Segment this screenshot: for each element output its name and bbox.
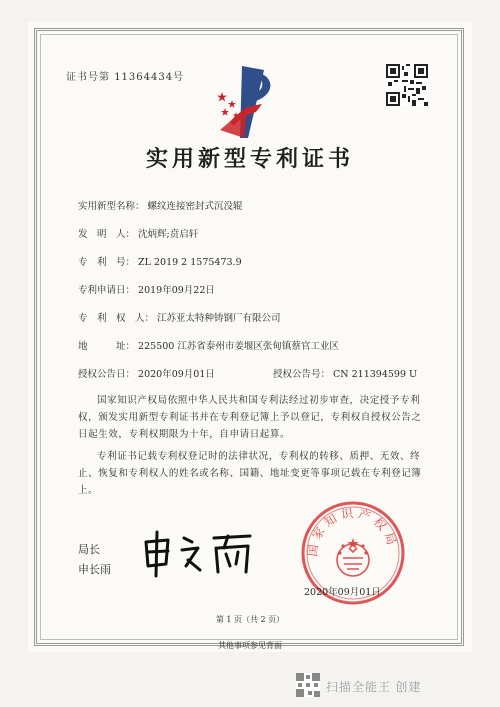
certificate-number-value: 11364434号	[114, 72, 185, 83]
field-label: 地 址：	[78, 341, 136, 352]
field-value: 2019年09月22日	[138, 285, 215, 296]
legal-status-paragraph: 专利证书记载专利权登记时的法律状况，专利权的转移、质押、无效、终止、恢复和专利权人的姓名或名称、国籍、地址变更等事项记载在专利登记簿上。	[78, 451, 422, 496]
scanner-qr-icon	[296, 673, 320, 697]
grant-number-value: CN 211394599 U	[333, 369, 418, 380]
field-value: 225500 江苏省泰州市姜堰区张甸镇蔡官工业区	[138, 341, 339, 352]
qr-code-icon	[386, 64, 428, 106]
see-reverse-note: 其他事项参见背面	[218, 641, 282, 650]
field-label: 实用新型名称：	[78, 201, 145, 212]
chief-name: 申长雨	[78, 563, 111, 576]
grant-date-value: 2020年09月01日	[138, 369, 215, 380]
field-utility-model-name	[78, 198, 243, 212]
field-patentee	[78, 310, 281, 324]
grant-date-label: 授权公告日：	[78, 369, 136, 380]
page-number: 第 1 页（共 2 页）	[215, 615, 285, 624]
field-value: 沈炳辉;贲启轩	[138, 229, 199, 240]
seal-text: 国家知识产权局	[305, 506, 401, 558]
cnipa-logo-icon	[212, 60, 282, 140]
chief-title: 局长	[78, 543, 100, 556]
seal-date: 2020年09月01日	[304, 587, 381, 598]
field-label: 专 利 权 人：	[78, 313, 155, 324]
field-value: ZL 2019 2 1575473.9	[138, 257, 242, 268]
field-inventors	[78, 226, 198, 240]
field-application-date	[78, 282, 215, 296]
field-label: 发 明 人：	[78, 229, 136, 240]
signature-image	[138, 528, 268, 578]
field-value: 江苏亚太特种铸钢厂有限公司	[157, 313, 281, 324]
field-value: 螺纹连接密封式沉没辊	[147, 201, 243, 212]
certificate-number	[66, 68, 184, 83]
field-label: 专利申请日：	[78, 285, 136, 296]
field-address	[78, 338, 339, 352]
grant-info-row	[78, 366, 417, 380]
grant-number-label: 授权公告号：	[272, 369, 330, 380]
grant-statement-paragraph: 国家知识产权局依照中华人民共和国专利法经过初步审查，决定授予专利权，颁发实用新型专利证书并在专利登记簿上予以登记，专利权自授权公告之日起生效，专利权期限为十年，自申请日起算。	[78, 395, 422, 440]
certificate-title: 实用新型专利证书	[145, 146, 354, 172]
certificate-number-label: 证书号第	[66, 72, 110, 83]
scanner-watermark-text: 扫描全能王 创建	[326, 680, 422, 694]
field-label: 专 利 号：	[78, 257, 136, 268]
field-patent-number	[78, 254, 242, 268]
